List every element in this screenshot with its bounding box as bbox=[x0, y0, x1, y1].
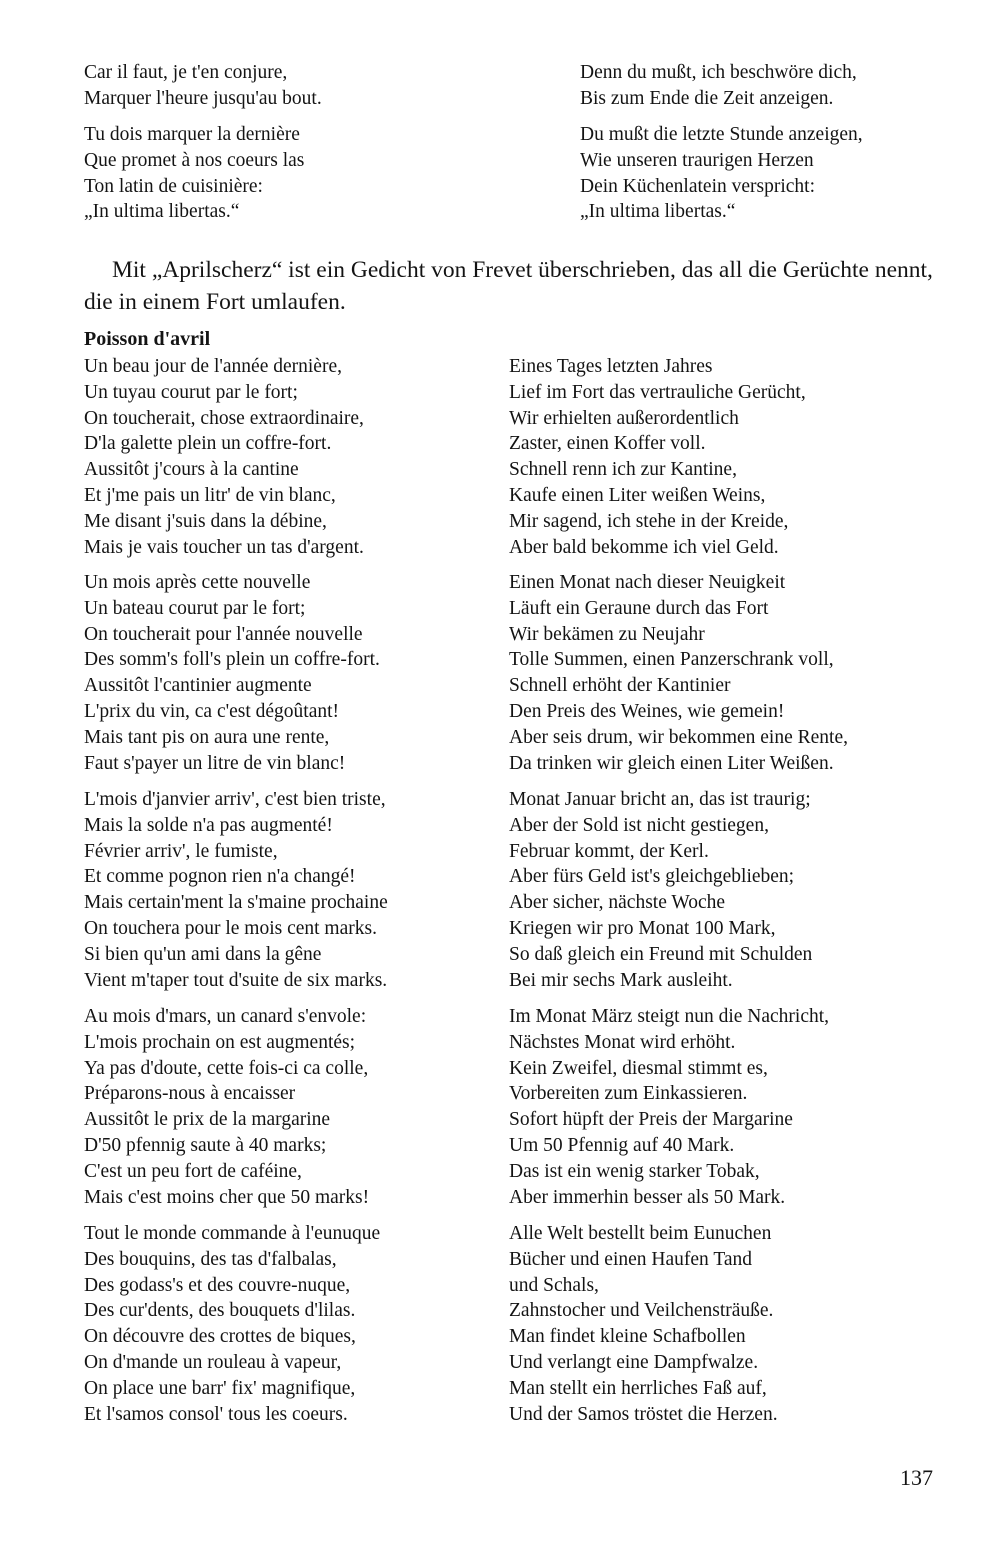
poem-line-fr: „In ultima libertas.“ bbox=[84, 201, 240, 223]
poem-line-fr: Mais la solde n'a pas augmenté! bbox=[84, 814, 333, 836]
poem-line-fr: Ton latin de cuisinière: bbox=[84, 175, 263, 197]
poem-line-de: Kein Zweifel, diesmal stimmt es, bbox=[509, 1057, 768, 1079]
german-column bbox=[580, 122, 863, 225]
poem-line-fr: Février arriv', le fumiste, bbox=[84, 840, 278, 862]
poem-line-fr: Faut s'payer un litre de vin blanc! bbox=[84, 752, 346, 774]
poem-line-fr: Mais certain'ment la s'maine prochaine bbox=[84, 892, 388, 914]
french-column bbox=[84, 354, 364, 560]
french-column bbox=[84, 122, 304, 225]
poem-line-de: Wir erhielten außerordentlich bbox=[509, 407, 739, 429]
poem-line-de: Februar kommt, der Kerl. bbox=[509, 840, 709, 862]
poem-line-fr: Mais tant pis on aura une rente, bbox=[84, 726, 330, 748]
poem-line-fr: Un mois après cette nouvelle bbox=[84, 572, 311, 593]
poem-line-de: Wie unseren traurigen Herzen bbox=[580, 149, 814, 171]
poem-line-fr: Des godass's et des couvre-nuque, bbox=[84, 1274, 351, 1296]
poem-line-de: Denn du mußt, ich beschwöre dich, bbox=[580, 62, 857, 83]
poem-line-de: Lief im Fort das vertrauliche Gerücht, bbox=[509, 381, 806, 403]
poem-line-de: Sofort hüpft der Preis der Margarine bbox=[509, 1109, 793, 1131]
poem-line-de: Läuft ein Geraune durch das Fort bbox=[509, 597, 769, 619]
poem-line-de: Im Monat März steigt nun die Nachricht, bbox=[509, 1006, 830, 1027]
poem-line-fr: On découvre des crottes de biques, bbox=[84, 1326, 356, 1348]
page-number: 137 bbox=[900, 1465, 933, 1490]
poem-line-fr: C'est un peu fort de caféine, bbox=[84, 1160, 302, 1182]
german-column bbox=[509, 354, 806, 560]
poem-line-fr: Car il faut, je t'en conjure, bbox=[84, 62, 288, 83]
poem-line-fr: D'la galette plein un coffre-fort. bbox=[84, 433, 332, 455]
poem-line-fr: L'mois prochain on est augmentés; bbox=[84, 1031, 356, 1053]
german-column bbox=[580, 60, 857, 112]
poem-line-fr: Des somm's foll's plein un coffre-fort. bbox=[84, 649, 380, 671]
poem-line-de: Eines Tages letzten Jahres bbox=[509, 356, 713, 377]
poem-line-de: Aber der Sold ist nicht gestiegen, bbox=[509, 814, 769, 836]
poem-line-fr: Aussitôt le prix de la margarine bbox=[84, 1109, 331, 1131]
poem-line-fr: Un bateau courut par le fort; bbox=[84, 597, 306, 619]
poem-line-de: Monat Januar bricht an, das ist traurig; bbox=[509, 789, 811, 810]
poem-line-fr: Et l'samos consol' tous les coeurs. bbox=[84, 1403, 348, 1425]
poem-line-de: So daß gleich ein Freund mit Schulden bbox=[509, 943, 813, 965]
poem-line-fr: On touchera pour le mois cent marks. bbox=[84, 917, 377, 939]
poem-line-de: Zaster, einen Koffer voll. bbox=[509, 433, 706, 455]
german-column bbox=[509, 1004, 829, 1210]
poem-line-de: Und der Samos tröstet die Herzen. bbox=[509, 1403, 778, 1425]
poem-line-de: Aber seis drum, wir bekommen eine Rente, bbox=[509, 726, 848, 748]
german-column bbox=[509, 1221, 778, 1427]
poem-line-de: Aber fürs Geld ist's gleichgeblieben; bbox=[509, 866, 795, 888]
poem-line-fr: Un tuyau courut par le fort; bbox=[84, 381, 298, 403]
poem-line-fr: Aussitôt j'cours à la cantine bbox=[84, 459, 299, 481]
poem-line-fr: L'prix du vin, ca c'est dégoûtant! bbox=[84, 700, 340, 722]
poem-line-de: Aber immerhin besser als 50 Mark. bbox=[509, 1186, 786, 1208]
poem-line-fr: Et comme pognon rien n'a changé! bbox=[84, 866, 356, 888]
poem-line-fr: L'mois d'janvier arriv', c'est bien triste, bbox=[84, 789, 386, 810]
french-column bbox=[84, 570, 380, 776]
poem-line-fr: D'50 pfennig saute à 40 marks; bbox=[84, 1134, 327, 1156]
poem-line-fr: Me disant j'suis dans la débine, bbox=[84, 510, 327, 532]
poem-line-de: „In ultima libertas.“ bbox=[580, 201, 736, 223]
poem-line-fr: Marquer l'heure jusqu'au bout. bbox=[84, 87, 322, 109]
poem-line-fr: On place une barr' fix' magnifique, bbox=[84, 1377, 356, 1399]
poem-line-de: Bücher und einen Haufen Tand bbox=[509, 1248, 753, 1270]
french-column bbox=[84, 1221, 380, 1427]
french-column bbox=[84, 60, 322, 112]
poem-line-fr: On toucherait pour l'année nouvelle bbox=[84, 623, 363, 645]
poem-line-de: Bis zum Ende die Zeit anzeigen. bbox=[580, 87, 834, 109]
poem-line-fr: Tout le monde commande à l'eunuque bbox=[84, 1223, 381, 1244]
poem-line-de: Man stellt ein herrliches Faß auf, bbox=[509, 1377, 767, 1399]
intro-paragraph: Mit „Aprilscherz“ ist ein Gedicht von Frevet überschrieben, das all die Gerüchte nennt, die in einem Fort umlaufen. bbox=[84, 257, 933, 315]
poem-line-fr: On d'mande un rouleau à vapeur, bbox=[84, 1351, 342, 1373]
poem-line-fr: Mais je vais toucher un tas d'argent. bbox=[84, 536, 364, 558]
german-column bbox=[509, 787, 812, 993]
french-column bbox=[84, 1004, 369, 1210]
poem-line-de: Aber sicher, nächste Woche bbox=[509, 892, 726, 914]
poem-line-de: Mir sagend, ich stehe in der Kreide, bbox=[509, 510, 789, 532]
poem-line-de: Den Preis des Weines, wie gemein! bbox=[509, 700, 785, 722]
poem-line-de: Zahnstocher und Veilchensträuße. bbox=[509, 1300, 774, 1322]
poem-line-fr: Vient m'taper tout d'suite de six marks. bbox=[84, 969, 388, 991]
poem-line-de: Alle Welt bestellt beim Eunuchen bbox=[509, 1223, 772, 1244]
poem-line-de: Und verlangt eine Dampfwalze. bbox=[509, 1351, 759, 1373]
poem-line-fr: Mais c'est moins cher que 50 marks! bbox=[84, 1186, 370, 1208]
poem-line-fr: Des cur'dents, des bouquets d'lilas. bbox=[84, 1300, 356, 1322]
poem-line-de: Schnell renn ich zur Kantine, bbox=[509, 459, 737, 481]
poem-line-fr: Aussitôt l'cantinier augmente bbox=[84, 675, 312, 697]
poem-line-de: Man findet kleine Schafbollen bbox=[509, 1326, 746, 1348]
poem-line-de: Schnell erhöht der Kantinier bbox=[509, 675, 731, 697]
poem-title: Poisson d'avril bbox=[84, 328, 211, 350]
poem-line-fr: Si bien qu'un ami dans la gêne bbox=[84, 943, 322, 965]
french-column bbox=[84, 787, 388, 993]
poem-line-fr: Et j'me pais un litr' de vin blanc, bbox=[84, 484, 336, 506]
poem-line-de: Da trinken wir gleich einen Liter Weißen. bbox=[509, 752, 834, 774]
poem-line-fr: On toucherait, chose extraordinaire, bbox=[84, 407, 364, 429]
poem-line-de: Kriegen wir pro Monat 100 Mark, bbox=[509, 917, 776, 939]
poem-line-fr: Des bouquins, des tas d'falbalas, bbox=[84, 1248, 337, 1270]
poem-line-fr: Préparons-nous à encaisser bbox=[84, 1083, 296, 1105]
poem-line-de: Tolle Summen, einen Panzerschrank voll, bbox=[509, 649, 834, 671]
poem-line-fr: Que promet à nos coeurs las bbox=[84, 149, 305, 171]
poem-line-fr: Tu dois marquer la dernière bbox=[84, 124, 300, 145]
poem-line-fr: Au mois d'mars, un canard s'envole: bbox=[84, 1006, 367, 1027]
poem-line-de: Nächstes Monat wird erhöht. bbox=[509, 1031, 736, 1053]
poem-line-de: und Schals, bbox=[509, 1274, 599, 1296]
poem-line-de: Kaufe einen Liter weißen Weins, bbox=[509, 484, 766, 506]
poem-line-de: Einen Monat nach dieser Neuigkeit bbox=[509, 572, 786, 593]
german-column bbox=[509, 570, 848, 776]
poem-line-de: Dein Küchenlatein verspricht: bbox=[580, 175, 815, 197]
poem-line-de: Bei mir sechs Mark ausleiht. bbox=[509, 969, 733, 991]
poem-line-de: Wir bekämen zu Neujahr bbox=[509, 623, 705, 645]
poem-line-de: Du mußt die letzte Stunde anzeigen, bbox=[580, 124, 863, 145]
poem-line-de: Aber bald bekomme ich viel Geld. bbox=[509, 536, 779, 558]
poem-line-fr: Un beau jour de l'année dernière, bbox=[84, 356, 342, 377]
poem-line-de: Das ist ein wenig starker Tobak, bbox=[509, 1160, 760, 1182]
poem-line-de: Um 50 Pfennig auf 40 Mark. bbox=[509, 1134, 735, 1156]
poem-line-fr: Ya pas d'doute, cette fois-ci ca colle, bbox=[84, 1057, 369, 1079]
poem-line-de: Vorbereiten zum Einkassieren. bbox=[509, 1083, 748, 1105]
